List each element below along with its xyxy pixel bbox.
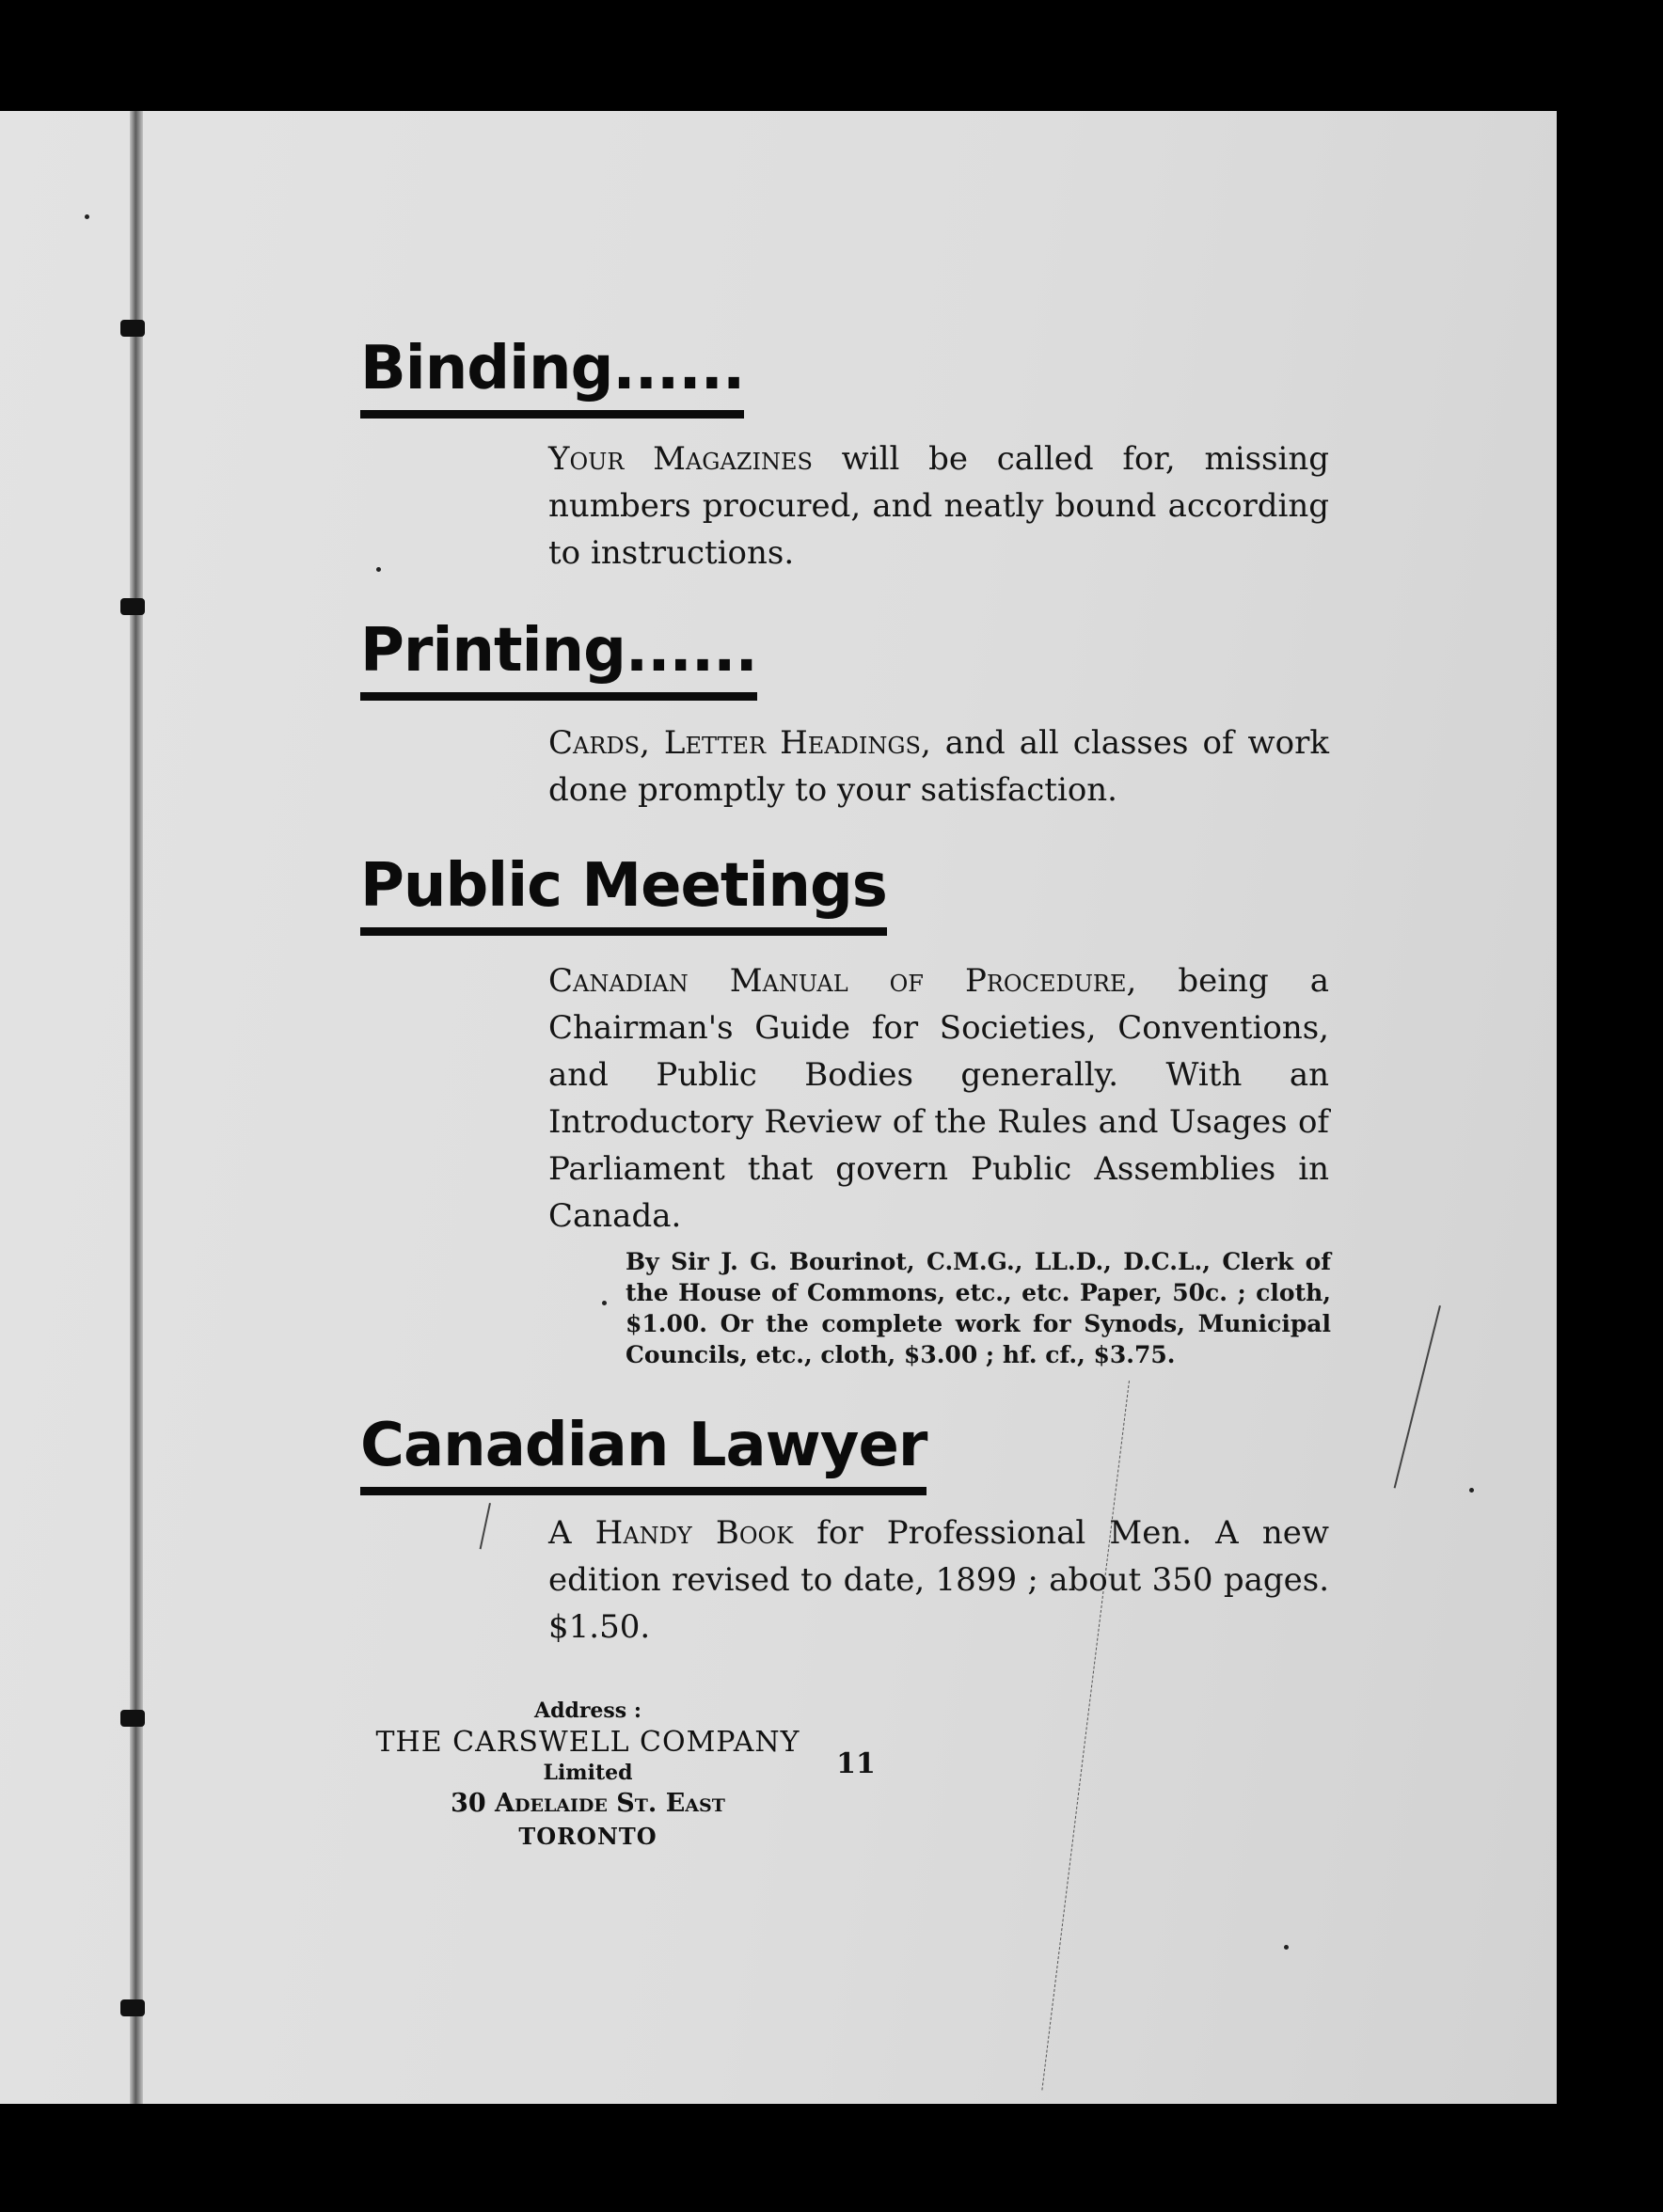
address-limited: Limited xyxy=(543,1761,633,1785)
public-meetings-note: By Sir J. G. Bourinot, C.M.G., LL.D., D.C.L., Clerk of the House of Commons, etc., etc. Paper, 50c. ; cloth, $1.00. Or the complete work for Synods, Municipal Councils, etc., cloth, $3.00 ; hf. cf., $3.75. xyxy=(626,1248,1331,1368)
canadian-lawyer-heading: Canadian Lawyer xyxy=(360,1415,927,1495)
public-meetings-text: being a Chairman's Guide for Societies, Conventions, and Public Bodies generally. With an Introductory Review of the Rules and Usages of Parliament that govern Public Assemblies in Canada. xyxy=(548,962,1330,1235)
scan-speck xyxy=(85,214,89,219)
staple-mark xyxy=(120,1999,145,2016)
printing-lead: Cards, Letter Headings, xyxy=(548,724,931,762)
address-city: TORONTO xyxy=(518,1823,657,1850)
binding-text: will be called for, missing numbers procured, and neatly bound according to instructions. xyxy=(548,440,1329,572)
binding-lead: Your Magazines xyxy=(548,440,813,478)
staple-mark xyxy=(120,598,145,615)
staple-mark xyxy=(120,1710,145,1727)
address-company: THE CARSWELL COMPANY xyxy=(375,1726,800,1759)
printing-heading: Printing...... xyxy=(360,621,757,701)
staple-mark xyxy=(120,320,145,337)
canadian-lawyer-description xyxy=(548,1509,1329,1651)
binding-heading: Binding...... xyxy=(360,339,744,419)
address-label: Address : xyxy=(534,1698,641,1723)
public-meetings-lead: Canadian Manual of Procedure, xyxy=(548,962,1137,1000)
public-meetings-description xyxy=(548,957,1329,1240)
address-street: 30 Adelaide St. East xyxy=(451,1789,725,1818)
canadian-lawyer-lead: A Handy Book xyxy=(548,1514,794,1552)
page-number: 11 xyxy=(836,1747,876,1780)
scan-scratch xyxy=(480,1503,491,1549)
scan-speck xyxy=(602,1301,607,1305)
address-block xyxy=(362,1697,814,1851)
scan-speck xyxy=(376,567,381,572)
printing-text: and all classes of work done promptly to your satisfaction. xyxy=(548,724,1329,809)
binding-description xyxy=(548,435,1329,577)
scan-scratch xyxy=(1041,1381,1130,2090)
canadian-lawyer-text: for Professional Men. A new edition revised to date, 1899 ; about 350 pages. $1.50. xyxy=(548,1514,1329,1646)
scan-speck xyxy=(1284,1945,1289,1950)
scan-speck xyxy=(1469,1488,1474,1493)
public-meetings-heading: Public Meetings xyxy=(360,856,887,936)
scan-scratch xyxy=(1394,1305,1441,1489)
binding-fold xyxy=(130,111,143,2104)
printing-description xyxy=(548,719,1329,814)
